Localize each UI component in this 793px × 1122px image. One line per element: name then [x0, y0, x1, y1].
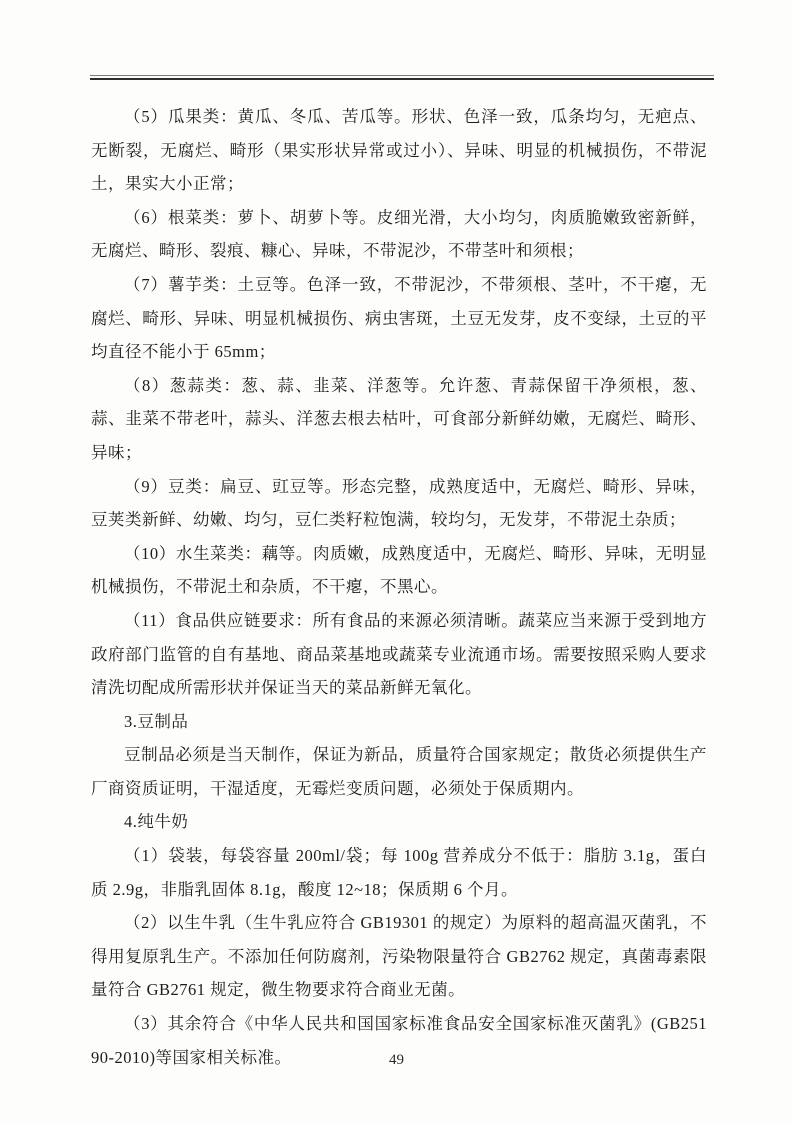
paragraph: （9）豆类：扁豆、豇豆等。形态完整，成熟度适中，无腐烂、畸形、异味，豆荚类新鲜、幼嫩、均匀，豆仁类籽粒饱满，较均匀，无发芽，不带泥土杂质； [91, 476, 707, 530]
paragraph: 豆制品必须是当天制作，保证为新品，质量符合国家规定；散货必须提供生产厂商资质证明，干湿适度，无霉烂变质问题，必须处于保质期内。 [91, 745, 707, 798]
document-body [91, 100, 707, 1074]
paragraph: （3）其余符合《中华人民共和国国家标准食品安全国家标准灭菌乳》(GB25190-2010)等国家相关标准。 [91, 1014, 707, 1067]
paragraph: （2）以生牛乳（生牛乳应符合 GB19301 的规定）为原料的超高温灭菌乳，不得用复原乳生产。不添加任何防腐剂，污染物限量符合 GB2762 规定，真菌毒素限量符合 GB2761 规定，微生物要求符合商业无菌。 [91, 913, 707, 1000]
paragraph: 3.豆制品 [124, 711, 189, 731]
paragraph: 4.纯牛奶 [124, 812, 189, 832]
page-number: 49 [389, 1052, 404, 1068]
paragraph: （1）袋装，每袋容量 200ml/袋；每 100g 营养成分不低于：脂肪 3.1g，蛋白质 2.9g，非脂乳固体 8.1g，酸度 12~18；保质期 6 个月。 [91, 846, 707, 899]
paragraph: （7）薯芋类：土豆等。色泽一致，不带泥沙，不带须根、茎叶，不干瘪，无腐烂、畸形、异味、明显机械损伤、病虫害斑，土豆无发芽，皮不变绿，土豆的平均直径不能小于 65mm； [91, 274, 707, 362]
paragraph: （6）根菜类：萝卜、胡萝卜等。皮细光滑，大小均匀，肉质脆嫩致密新鲜，无腐烂、畸形、裂痕、糠心、异味，不带泥沙，不带茎叶和须根； [91, 207, 707, 261]
paragraph: （10）水生菜类：藕等。肉质嫩，成熟度适中，无腐烂、畸形、异味，无明显机械损伤，不带泥土和杂质，不干瘪，不黑心。 [91, 543, 707, 597]
paragraph: （8）葱蒜类：葱、蒜、韭菜、洋葱等。允许葱、青蒜保留干净须根，葱、蒜、韭菜不带老叶，蒜头、洋葱去根去枯叶，可食部分新鲜幼嫩，无腐烂、畸形、异味； [91, 375, 707, 462]
paragraph: （11）食品供应链要求：所有食品的来源必须清晰。蔬菜应当来源于受到地方政府部门监管的自有基地、商品菜基地或蔬菜专业流通市场。需要按照采购人要求清洗切配成所需形状并保证当天的菜品新鲜无氧化。 [91, 610, 707, 698]
paragraph: （5）瓜果类：黄瓜、冬瓜、苦瓜等。形状、色泽一致，瓜条均匀，无疤点、无断裂，无腐烂、畸形（果实形状异常或过小）、异味、明显的机械损伤，不带泥土，果实大小正常； [91, 107, 707, 194]
header-rule [90, 75, 714, 80]
